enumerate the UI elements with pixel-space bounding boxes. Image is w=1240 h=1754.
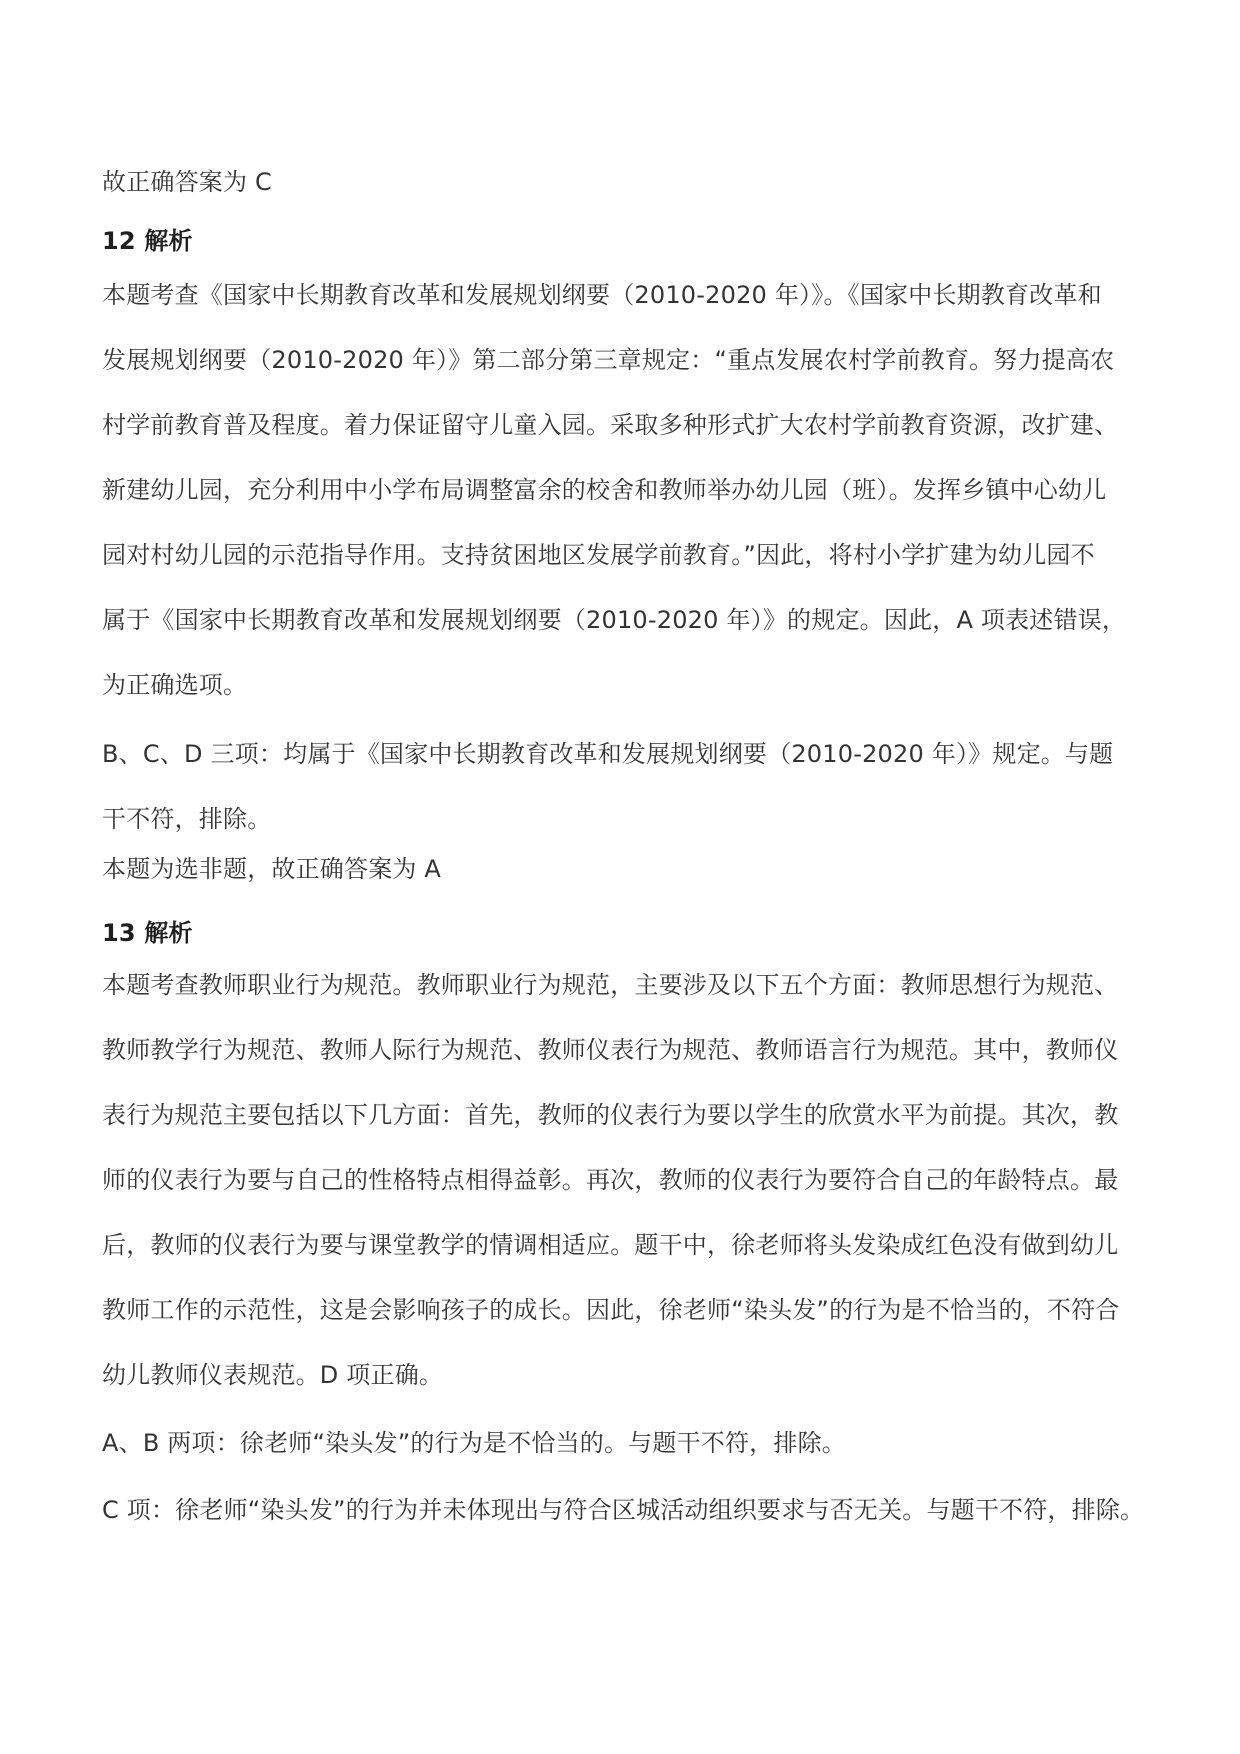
q13-line-5: 后，教师的仪表行为要与课堂教学的情调相适应。题干中，徐老师将头发染成红色没有做到幼儿 xyxy=(102,1231,1119,1259)
q13-line-3: 表行为规范主要包括以下几方面：首先，教师的仪表行为要以学生的欣赏水平为前提。其次，教 xyxy=(102,1101,1119,1129)
q12-line-2: 发展规划纲要（2010-2020 年）》第二部分第三章规定：“重点发展农村学前教育。努力提高农 xyxy=(102,346,1115,374)
q12-answer-line: 本题为选非题，故正确答案为 A xyxy=(102,855,442,883)
q12-heading: 12 解析 xyxy=(102,227,193,255)
q12-line-6: 属于《国家中长期教育改革和发展规划纲要（2010-2020 年）》的规定。因此，A 项表述错误， xyxy=(102,606,1127,634)
q13-line-9: C 项：徐老师“染头发”的行为并未体现出与符合区城活动组织要求与否无关。与题干不符，排除。 xyxy=(102,1496,1145,1524)
q12-line-1: 本题考查《国家中长期教育改革和发展规划纲要（2010-2020 年）》。《国家中长期教育改革和 xyxy=(102,281,1102,309)
q12-line-5: 园对村幼儿园的示范指导作用。支持贫困地区发展学前教育。”因此，将村小学扩建为幼儿园不 xyxy=(102,541,1095,569)
q13-line-4: 师的仪表行为要与自己的性格特点相得益彰。再次，教师的仪表行为要符合自己的年龄特点。最 xyxy=(102,1166,1119,1194)
q13-heading: 13 解析 xyxy=(102,919,193,947)
q13-line-8: A、B 两项：徐老师“染头发”的行为是不恰当的。与题干不符，排除。 xyxy=(102,1429,846,1457)
q12-line-8: B、C、D 三项：均属于《国家中长期教育改革和发展规划纲要（2010-2020 年）》规定。与题 xyxy=(102,740,1114,768)
q12-line-7: 为正确选项。 xyxy=(102,671,248,699)
q13-line-1: 本题考查教师职业行为规范。教师职业行为规范，主要涉及以下五个方面：教师思想行为规范、 xyxy=(102,971,1119,999)
q12-line-9: 干不符，排除。 xyxy=(102,805,272,833)
q13-line-7: 幼儿教师仪表规范。D 项正确。 xyxy=(102,1361,444,1389)
q12-line-4: 新建幼儿园，充分利用中小学布局调整富余的校舍和教师举办幼儿园（班）。发挥乡镇中心幼儿 xyxy=(102,476,1107,504)
previous-answer-line: 故正确答案为 C xyxy=(102,168,272,196)
q12-line-3: 村学前教育普及程度。着力保证留守儿童入园。采取多种形式扩大农村学前教育资源，改扩建、 xyxy=(102,411,1119,439)
q13-line-6: 教师工作的示范性，这是会影响孩子的成长。因此，徐老师“染头发”的行为是不恰当的，不符合 xyxy=(102,1296,1120,1324)
q13-line-2: 教师教学行为规范、教师人际行为规范、教师仪表行为规范、教师语言行为规范。其中，教师仪 xyxy=(102,1036,1119,1064)
